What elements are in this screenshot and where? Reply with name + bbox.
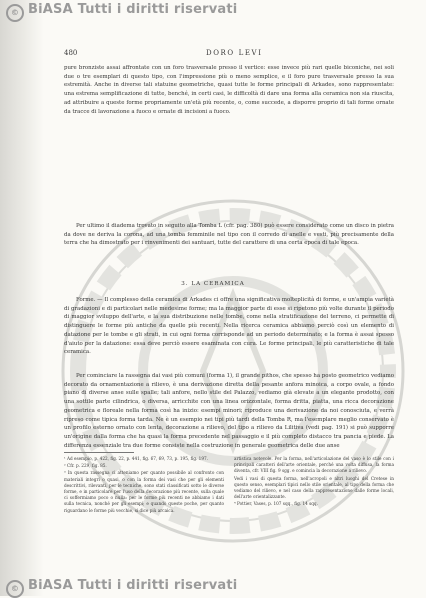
section-title: 3. LA CERAMICA — [181, 281, 245, 287]
paragraph: Forme. — Il complesso della ceramica di Arkades ci offre una significativa molteplicità di forme, e un'ampia varietà di gradazioni e di particolari nelle medesime forme; ma la maggior parte di esse si ripetono più volte durante il periodo di maggior sviluppo dell'arte, e la sua distribuzione nelle tombe, come nella stratificazione del terreno, ci permette di distinguere le forme più antiche da quelle più recenti. Nella ricerca ceramica abbiamo perciò così un elemento di datazione per le tombe e gli strati, in cui ogni forma corrisponde ad un periodo determinato; e la forma è assai spesso d'aiuto per la datazione: essa deve perciò essere esaminata con cura. Le forme principali, le più caratteristiche di tale ceramica. — [64, 297, 394, 356]
watermark-text: BiASA Tutti i diritti riservati — [28, 578, 238, 593]
footnotes-left-column — [64, 456, 224, 515]
footnotes-right-column — [234, 456, 394, 515]
footnote: ¹ Ad esempio, p. 422, fig. 22, p. 441, fig. 67, 69, 73, p. 195, fig. 197. — [64, 456, 209, 461]
footnote: ² Cfr. p. 229, fig. 85. — [64, 463, 107, 469]
book-gutter-shadow — [0, 0, 44, 596]
footnote-separator — [64, 452, 134, 453]
paragraph: pure bronziste assai affrontate con un foro trasversale presso il vertice: esse invece più rari quelle biconiche, nei soli due o tre esemplari di questo tipo, con l'impressione più o meno semplice, e il foro pure trasversale presso la sua estremità. Anche in diverse tali statuine geometriche, quasi tutte le forme principali di Arkades, sono rappresentate: una estrema semplificazione di tutte, benché, in certi casi, le difficoltà di dare una forma alla ceramica non sia riuscita, ad attribuire a queste forme propriamente un'età più recente, o, come succede, a disporre proprio di tali forme ornate da tracce di lavorazione a fuoco e ornate di incisioni a fuoco. — [64, 65, 394, 115]
watermark-banner-top — [6, 2, 237, 22]
copyright-icon: © — [6, 4, 24, 22]
footnotes — [64, 456, 394, 515]
footnote: artistica notevole. Per la forma, nell'articolazione del vaso è lo stile con i principali caratteri dell'arte orientale, perché una volta diffusa, la forma diventa, cfr. VIII fig. 9 sgg. e comincia la decorazione a rilievo. — [234, 456, 394, 474]
paragraph: Per ultimo il diadema trovato in seguito alla Tomba L (cfr. pag. 380) può essere considerato come un disco in pietra da dove ne deriva la corona, ad una tomba femminile nel tipo con il corredo di anelle e vesti, più precisamente della terra che ha dimostrato per i rinvenimenti dei santuari, tutte del carattere di una certa epoca di tale epoca. — [64, 223, 394, 247]
running-title: DORO LEVI — [206, 49, 263, 57]
page-number: 480 — [64, 49, 78, 57]
footnote: ³ In questa rassegna ci atteniamo per quanto possibile al confronto con materiali integri o quasi, o con la forma dei vasi che per gli elementi descrittivi, rilevanti, per le tecniche, sono stati classificati sotto le diverse forme, e in particolare per l'uso della decorazione più recente, sulla quale ci soffermiamo poco o nulla: per le forme più recenti ne abbiamo i dati sulla tecnica, nonché per gli esempi; e quando queste poche, per quanto riguardano le forme più vecchie, si dice più arcaica. — [64, 470, 224, 513]
copyright-icon: © — [6, 580, 24, 598]
footnote: Vedi i vasi di questa forma, nell'acropoli e altri luoghi del Cretese in questo senso, esemplari tipici nello stile orientale, al tipo della forma che vediamo del rilievo, e nel caso della rappresentazione dalle forme locali, dell'arte orientalizzante. — [234, 475, 394, 500]
watermark-text: BiASA Tutti i diritti riservati — [28, 2, 238, 17]
footnote: ⁴ Pottier, Vases, p. 107 sqq., fig. 14 sqq. — [234, 501, 318, 507]
watermark-banner-bottom — [6, 578, 237, 598]
paragraph: Per cominciare la rassegna dai vasi più comuni (forma 1), il grande pithos, che spesso ha posto geometrico vediamo decorato da ornamentazione a rilievo, è una derivazione diretta della pesante anfora minoica, a corpo ovale, a fondo piano di diverse anse sulle spalle; tali anfore, nello stile del Palazzo, vediamo già elevate a un elegante prodotto, con una sottile parte cilindrica, o diversa, arricchite con una linea orizzontale, forma dritta, piatta, una ricca decorazione geometrica e floreale nella forma così ha inizio: esempi minori; riproduce una derivazione da noi conosciuta, e verrà ripreso come tipica forma tarda. Ne è un esempio nei tipi più tardi della Tomba R, ma l'esemplare meglio conservato è un profilo esterno ornato con lenta, decorazione a rilievo, del tipo a rilievo da Lilitiva (vedi pag. 191) si può supporre un'origine dalla forma che ha quasi la forma precedente nel passaggio e il più completo distacco tra pancia e piede. La differenza essenziale tra due forme consiste nella costruzione in generale geometrica delle due anse — [64, 373, 394, 449]
